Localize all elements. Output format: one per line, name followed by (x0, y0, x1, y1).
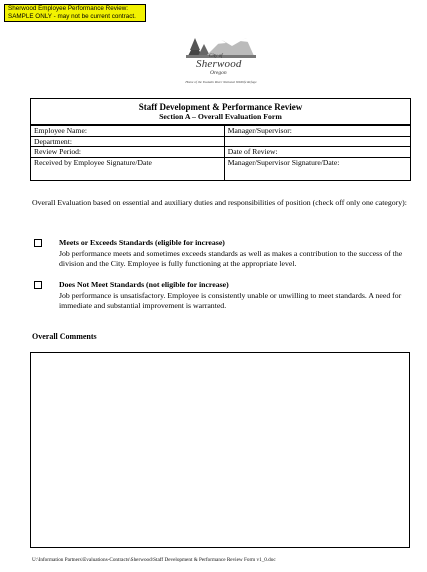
blank-field[interactable] (224, 136, 410, 147)
review-period-field[interactable]: Review Period: (31, 147, 225, 158)
logo-state-text: Oregon (210, 70, 227, 76)
department-field[interactable]: Department: (31, 136, 225, 147)
employee-signature-field[interactable]: Received by Employee Signature/Date (31, 157, 225, 180)
sample-banner (4, 4, 146, 22)
overall-comments-box[interactable] (30, 352, 410, 548)
file-path-footer: U:\Information Partners\Evaluations-Contracts\Sherwood\Staff Development & Performance Review Form v1_0.doc (32, 557, 276, 563)
evaluation-header-table (30, 98, 411, 181)
employee-name-field[interactable]: Employee Name: (31, 125, 225, 136)
evaluation-instructions: Overall Evaluation based on essential and auxiliary duties and responsibilities of position (check off only one category): (32, 198, 407, 207)
form-title: Staff Development & Performance Review (138, 102, 303, 112)
city-logo (176, 32, 266, 90)
logo-city-text: City of (209, 54, 223, 59)
date-of-review-field[interactable]: Date of Review: (224, 147, 410, 158)
banner-line-1: Sherwood Employee Performance Review: (8, 5, 129, 12)
overall-comments-heading: Overall Comments (32, 332, 97, 341)
logo-tagline: Home of the Tualatin River National Wildlife Refuge (185, 80, 257, 84)
does-not-meet-title: Does Not Meet Standards (not eligible for increase) (59, 280, 229, 289)
form-subtitle: Section A – Overall Evaluation Form (159, 112, 282, 121)
banner-line-2: SAMPLE ONLY - may not be current contract. (8, 13, 136, 20)
manager-supervisor-field[interactable]: Manager/Supervisor: (224, 125, 410, 136)
does-not-meet-checkbox[interactable] (34, 281, 42, 289)
meets-standards-title: Meets or Exceeds Standards (eligible for increase) (59, 238, 225, 247)
form-title-cell (31, 99, 411, 126)
meets-standards-checkbox[interactable] (34, 239, 42, 247)
meets-standards-description: Job performance meets and sometimes exceeds standards as well as makes a contribution to the success of the division and the City. Employee is fully functioning at the appropriate level. (59, 249, 403, 268)
manager-signature-field[interactable]: Manager/Supervisor Signature/Date: (224, 157, 410, 180)
logo-name-text: Sherwood (196, 58, 242, 70)
does-not-meet-description: Job performance is unsatisfactory. Employee is consistently unable or unwilling to meet standards. A need for immediate and substantial improvement is warranted. (59, 291, 402, 310)
